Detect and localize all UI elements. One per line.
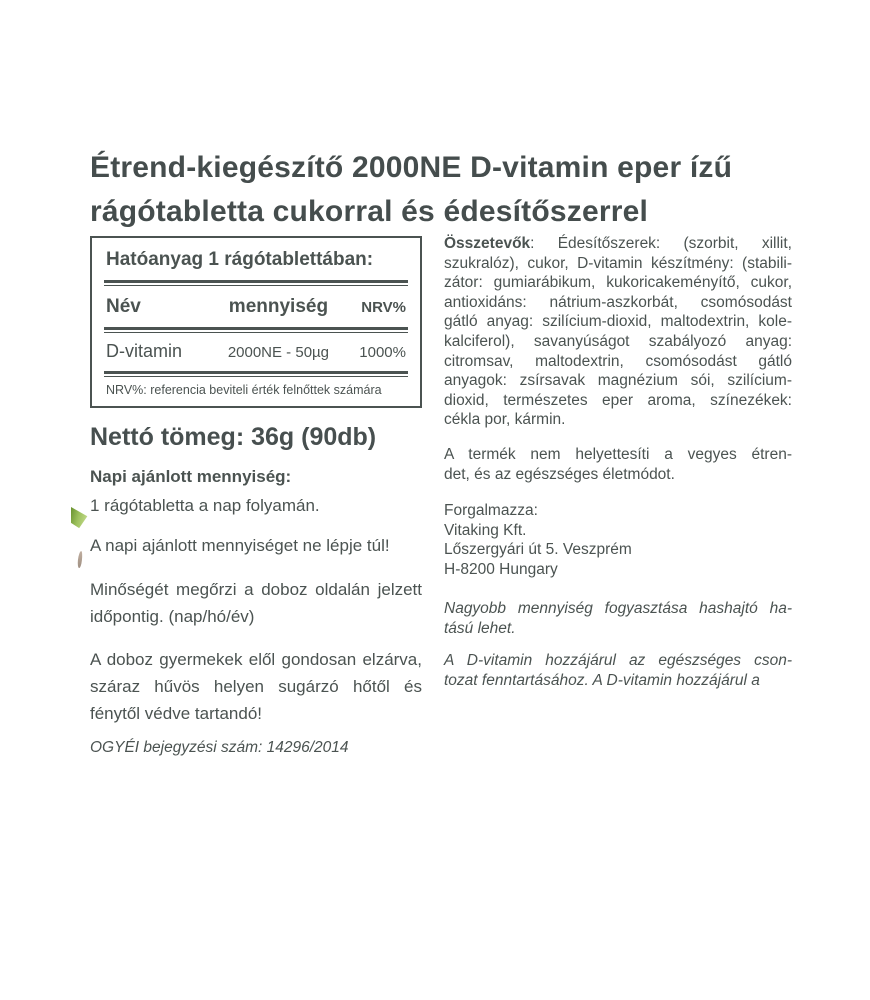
registration-number: OGYÉI bejegyzési szám: 14296/2014 [90, 739, 349, 756]
nutrient-amount: 2000NE - 50µg [227, 344, 330, 361]
nutrient-name: D-vitamin [106, 341, 183, 361]
distributor-block: Forgalmazza: Vitaking Kft. Lőszergyári út 5. Veszprém H-8200 Hungary [444, 502, 632, 578]
overdose-warning: A napi ajánlott mennyiséget ne lépje túl! [90, 536, 390, 555]
storage-warning: A doboz gyermekek elől gondosan elzárva, száraz hűvös helyen sugárzó hőtől és fénytől védve tartandó! [90, 650, 422, 723]
left-column [90, 236, 422, 757]
health-claim: A D-vitamin hozzájárul az egészséges cson- tozat fenntartásához. A D-vitamin hozzájárul a [444, 652, 792, 689]
daily-dose-heading: Napi ajánlott mennyiség: [90, 467, 292, 486]
ingredients-paragraph: Összetevők: Édesítőszerek: (szorbit, xillit, szukralóz), cukor, D-vitamin készítmény: (stabili- zátor: gumiarábikum, kukoricakeményítő, cukor, antioxidáns: nátrium-aszkorbát, csomósodást gátló anyag: szilícium-dioxid, maltodextrin, kole- kalciferol), savanyúságot szabályozó anyag: citromsav, maltodextrin, csomósodást gátló anyagok: zsírsavak magnézium sói, szilícium- dioxid, természetes eper aroma, színezékek: cékla por, kármin. [444, 235, 792, 429]
daily-dose-text: 1 rágótabletta a nap folyamán. [90, 496, 320, 515]
supplement-facts-table [90, 236, 422, 408]
quality-note: Minőségét megőrzi a doboz oldalán jelzett időpontig. (nap/hó/év) [90, 580, 422, 626]
net-weight: Nettó tömeg: 36g (90db) [90, 423, 377, 451]
col-header-name: Név [106, 296, 141, 317]
table-heading: Hatóanyag 1 rágótablettában: [106, 249, 374, 270]
diet-disclaimer: A termék nem helyettesíti a vegyes étren- det, és az egészséges életmódot. [444, 445, 792, 483]
table-footnote: NRV%: referencia beviteli érték felnőttek számára [106, 383, 382, 397]
right-column [444, 234, 792, 704]
table-header-row [104, 286, 408, 327]
col-header-amount: mennyiség [228, 296, 329, 317]
col-header-nrv: NRV% [361, 299, 406, 316]
nutrient-nrv: 1000% [359, 344, 406, 361]
product-title: Étrend-kiegészítő 2000NE D-vitamin eper ízű rágótabletta cukorral és édesítőszerrel [90, 151, 733, 228]
leaf-sliver-icon [77, 551, 83, 568]
table-row [104, 333, 408, 371]
leaf-icon [71, 507, 88, 529]
laxative-note: Nagyobb mennyiség fogyasztása hashajtó ha- tású lehet. [444, 600, 792, 637]
